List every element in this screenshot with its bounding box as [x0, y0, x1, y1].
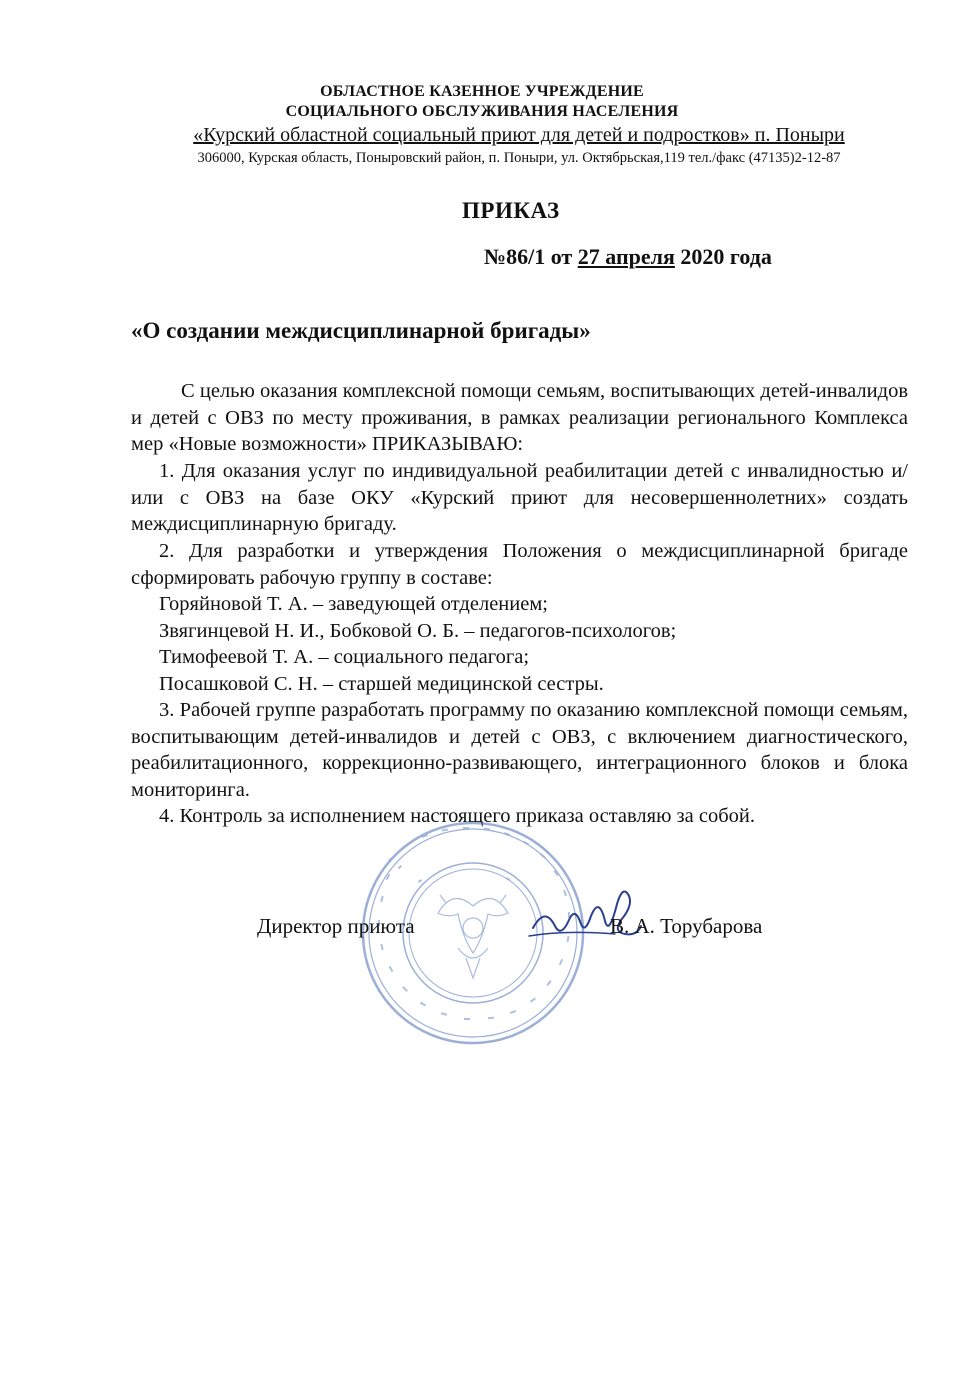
order-item-2: [131, 538, 908, 591]
roster-item: Тимофеевой Т. А. – социального педагога;: [159, 646, 530, 668]
order-subject: «О создании междисциплинарной бригады»: [131, 318, 591, 343]
roster-item: Горяйновой Т. А. – заведующей отделением;: [159, 593, 548, 615]
working-group-roster: [131, 591, 908, 697]
order-item-4-text: 4. Контроль за исполнением настоящего приказа оставляю за собой.: [159, 805, 755, 827]
org-name-line-3: «Курский областной социальный приют для детей и подростков» п. Поныри: [193, 124, 845, 146]
order-number: [484, 244, 772, 270]
order-item-3: [131, 697, 908, 803]
intro-paragraph: [131, 378, 908, 458]
org-name-line-1: ОБЛАСТНОЕ КАЗЕННОЕ УЧРЕЖДЕНИЕ: [320, 83, 644, 100]
org-address: 306000, Курская область, Поныровский район, п. Поныри, ул. Октябрьская,119 тел./факс (47135)2-12-87: [197, 150, 841, 166]
order-number-prefix: №86/1 от: [484, 244, 578, 269]
order-item-3-text: 3. Рабочей группе разработать программу по оказанию комплексной помощи семьям, воспитывающим детей-инвалидов и детей с ОВЗ, с включением диагностического, реабилитационного, коррекционно-развивающего, интеграционного блоков и блока мониторинга.: [131, 699, 908, 801]
order-item-1-text: 1. Для оказания услуг по индивидуальной реабилитации детей с инвалидностью и/или с ОВЗ на базе ОКУ «Курский приют для несовершеннолетних» создать междисциплинарную бригаду.: [131, 460, 908, 535]
order-year: 2020 года: [674, 244, 772, 269]
order-item-1: [131, 458, 908, 538]
roster-item: Посашковой С. Н. – старшей медицинской сестры.: [159, 672, 604, 695]
signatory-name: В. А. Торубарова: [610, 914, 763, 938]
intro-text: С целью оказания комплексной помощи семьям, воспитывающих детей-инвалидов и детей с ОВЗ по месту проживания, в рамках реализации регионального Комплекса мер «Новые возможности» ПРИКАЗЫВАЮ:: [131, 380, 908, 455]
order-item-2-text: 2. Для разработки и утверждения Положения о междисциплинарной бригаде сформировать рабочую группу в составе:: [131, 540, 908, 589]
roster-item: Звягинцевой Н. И., Бобковой О. Б. – педагогов-психологов;: [159, 619, 677, 642]
document-title: ПРИКАЗ: [462, 198, 560, 223]
order-date: 27 апреля: [577, 244, 675, 269]
signatory-position: Директор приюта: [257, 914, 415, 938]
org-name-line-2: СОЦИАЛЬНОГО ОБСЛУЖИВАНИЯ НАСЕЛЕНИЯ: [285, 103, 679, 120]
